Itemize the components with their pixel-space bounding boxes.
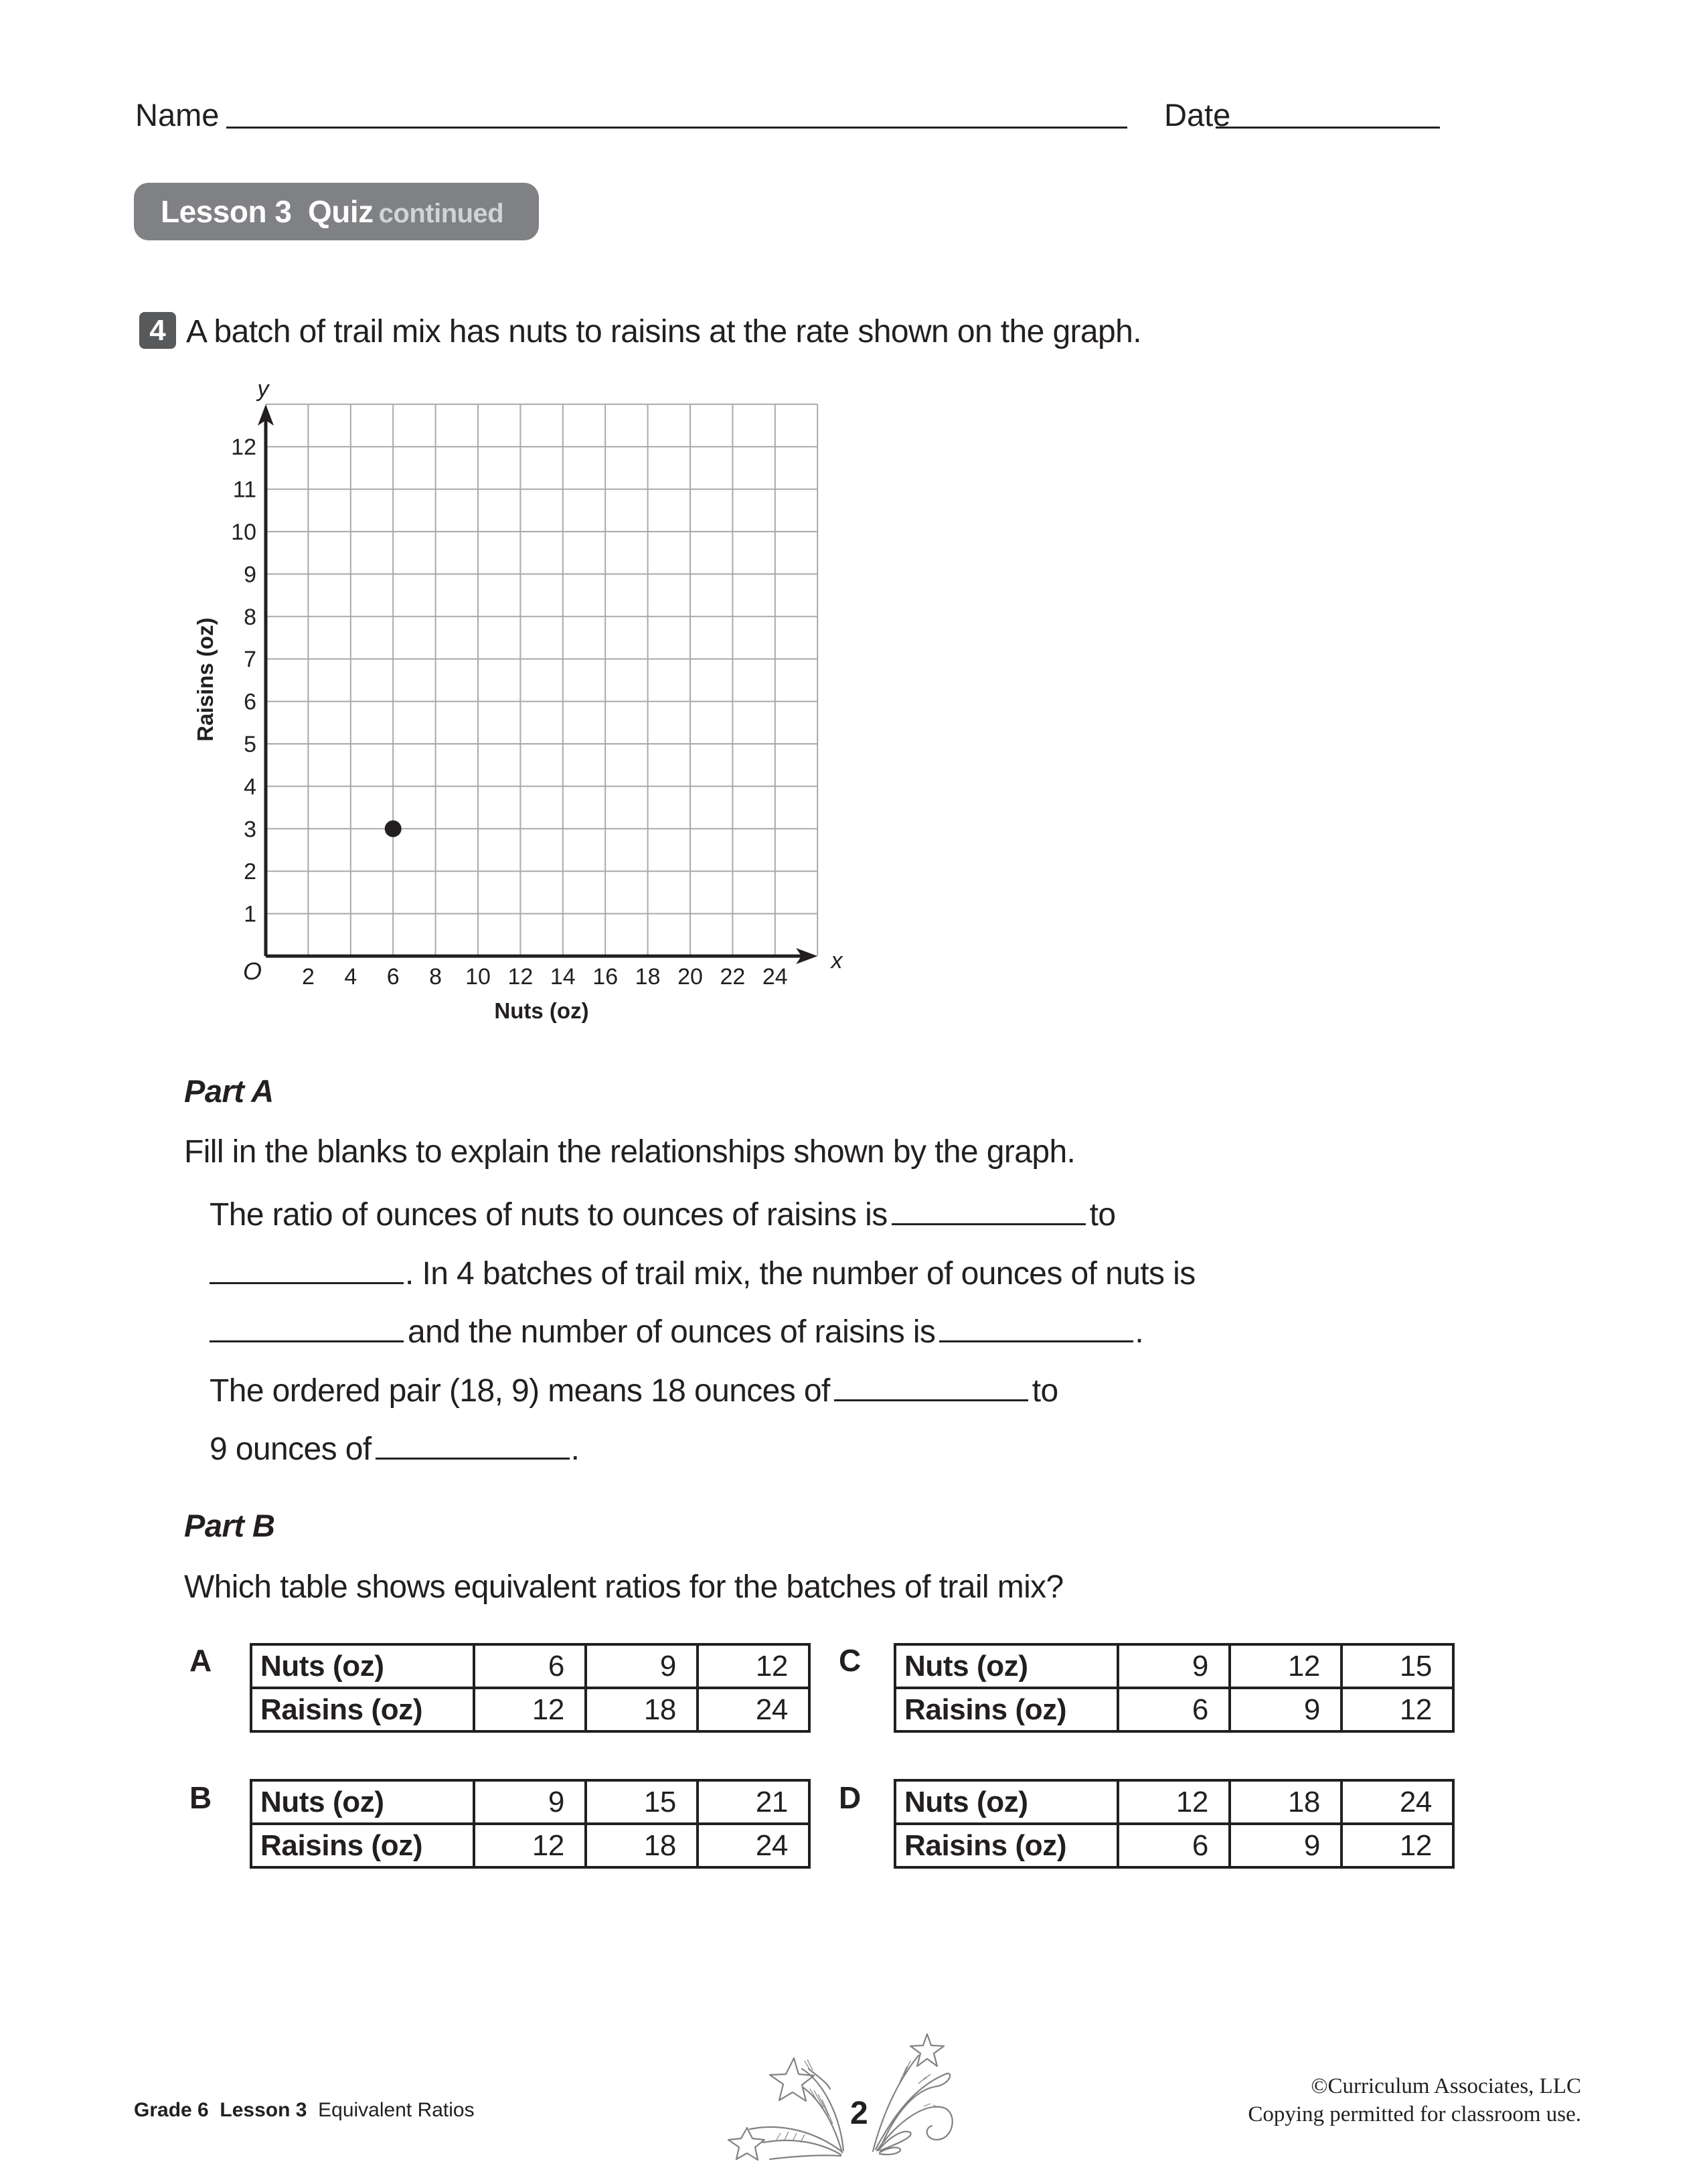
table-row xyxy=(895,1780,1453,1824)
y-tick-label: 12 xyxy=(231,435,256,461)
star-icon xyxy=(910,2034,944,2066)
blank-nuts-4-batches[interactable] xyxy=(210,1314,404,1342)
y-tick-label: 1 xyxy=(244,901,256,927)
cell: 9 xyxy=(1230,1824,1342,1867)
option-c-label[interactable]: C xyxy=(839,1643,862,1678)
y-tick-label: 9 xyxy=(244,562,256,588)
table-row xyxy=(251,1780,809,1824)
row-header: Nuts (oz) xyxy=(251,1644,474,1688)
row-header: Nuts (oz) xyxy=(251,1780,474,1824)
part-a-line-1 xyxy=(210,1196,1115,1231)
cell: 21 xyxy=(698,1780,809,1824)
part-a-line-1-to: to xyxy=(1089,1197,1116,1233)
option-c-table[interactable] xyxy=(894,1643,1455,1733)
x-tick-label: 18 xyxy=(635,964,661,990)
x-tick-label: 2 xyxy=(301,964,315,990)
cell: 12 xyxy=(1342,1688,1453,1731)
data-points xyxy=(385,820,402,837)
grid-lines xyxy=(266,404,817,956)
row-header: Raisins (oz) xyxy=(895,1824,1118,1867)
x-tick-label: 14 xyxy=(550,964,576,990)
axes xyxy=(258,404,817,964)
y-tick-label: 3 xyxy=(244,816,256,842)
part-b-heading: Part B xyxy=(184,1508,275,1543)
part-a-heading: Part A xyxy=(184,1073,274,1109)
y-axis-letter: y xyxy=(257,376,269,402)
x-tick-label: 24 xyxy=(762,964,788,990)
cell: 12 xyxy=(474,1824,586,1867)
cell: 18 xyxy=(586,1824,698,1867)
date-label: Date xyxy=(1164,97,1231,133)
blank-9-ounces-of[interactable] xyxy=(376,1431,570,1460)
star-icon xyxy=(770,2058,814,2101)
lesson-banner-suffix: continued xyxy=(378,199,504,228)
part-a-line-1-text: The ratio of ounces of nuts to ounces of raisins is xyxy=(210,1197,888,1233)
y-tick-label: 4 xyxy=(244,774,256,800)
cell: 24 xyxy=(698,1688,809,1731)
footer-grade: Grade 6 xyxy=(134,2099,209,2121)
copyright-line-1: ©Curriculum Associates, LLC xyxy=(1311,2074,1581,2098)
x-tick-label: 16 xyxy=(592,964,619,990)
part-a-line-2-text: . In 4 batches of trail mix, the number of ounces of nuts is xyxy=(405,1256,1196,1292)
cell: 12 xyxy=(698,1644,809,1688)
option-a-label[interactable]: A xyxy=(189,1643,212,1678)
part-b-question: Which table shows equivalent ratios for the batches of trail mix? xyxy=(184,1569,1064,1605)
origin-label: O xyxy=(242,957,262,985)
table-row xyxy=(895,1644,1453,1688)
x-tick-label: 22 xyxy=(720,964,746,990)
x-tick-label: 12 xyxy=(507,964,534,990)
footer-topic: Equivalent Ratios xyxy=(318,2099,475,2121)
cell: 12 xyxy=(1118,1780,1230,1824)
x-tick-label: 10 xyxy=(465,964,491,990)
y-tick-label: 11 xyxy=(232,477,256,503)
x-tick-label: 6 xyxy=(386,964,400,990)
part-a-line-3-end: . xyxy=(1135,1314,1144,1350)
option-b-table[interactable] xyxy=(250,1779,811,1869)
footer-lesson: Lesson 3 xyxy=(220,2099,307,2121)
cell: 9 xyxy=(474,1780,586,1824)
question-text: A batch of trail mix has nuts to raisins at the rate shown on the graph. xyxy=(186,314,1141,349)
cell: 24 xyxy=(698,1824,809,1867)
coordinate-graph xyxy=(0,0,1707,1071)
page-number: 2 xyxy=(850,2096,868,2131)
option-d-table[interactable] xyxy=(894,1779,1455,1869)
table-row xyxy=(895,1824,1453,1867)
table-row xyxy=(895,1688,1453,1731)
copyright-line-2: Copying permitted for classroom use. xyxy=(1248,2102,1581,2126)
y-tick-label: 6 xyxy=(244,689,256,715)
cell: 6 xyxy=(1118,1688,1230,1731)
part-a-line-2 xyxy=(210,1255,1196,1290)
part-a-line-5-end: . xyxy=(570,1431,580,1467)
y-tick-label: 2 xyxy=(244,859,256,885)
x-axis-title: Nuts (oz) xyxy=(494,998,589,1023)
cell: 6 xyxy=(474,1644,586,1688)
cell: 18 xyxy=(586,1688,698,1731)
cell: 6 xyxy=(1118,1824,1230,1867)
x-axis-letter: x xyxy=(831,948,843,973)
part-a-line-5 xyxy=(210,1431,579,1466)
copyright-notice xyxy=(1248,2072,1581,2128)
cell: 12 xyxy=(1342,1824,1453,1867)
x-tick-label: 8 xyxy=(429,964,442,990)
y-tick-label: 5 xyxy=(244,732,256,757)
shooting-stars-ornament xyxy=(710,2022,977,2184)
cell: 24 xyxy=(1342,1780,1453,1824)
x-tick-label: 4 xyxy=(344,964,357,990)
tick-labels xyxy=(231,435,788,990)
cell: 15 xyxy=(1342,1644,1453,1688)
row-header: Raisins (oz) xyxy=(251,1824,474,1867)
option-a-table[interactable] xyxy=(250,1643,811,1733)
cell: 18 xyxy=(1230,1780,1342,1824)
star-icon xyxy=(728,2128,764,2160)
cell: 15 xyxy=(586,1780,698,1824)
data-point xyxy=(385,820,402,837)
blank-raisins-4-batches[interactable] xyxy=(939,1314,1133,1342)
y-axis-title: Raisins (oz) xyxy=(193,617,218,742)
part-a-line-4-to: to xyxy=(1032,1373,1058,1409)
part-a-instruction: Fill in the blanks to explain the relationships shown by the graph. xyxy=(184,1134,1076,1170)
table-row xyxy=(251,1824,809,1867)
cell: 9 xyxy=(586,1644,698,1688)
cell: 12 xyxy=(1230,1644,1342,1688)
y-tick-label: 10 xyxy=(231,520,256,545)
table-row xyxy=(251,1644,809,1688)
question-number-badge: 4 xyxy=(139,312,176,349)
cell: 9 xyxy=(1230,1688,1342,1731)
row-header: Raisins (oz) xyxy=(251,1688,474,1731)
row-header: Raisins (oz) xyxy=(895,1688,1118,1731)
y-tick-label: 7 xyxy=(244,647,256,673)
blank-ratio-raisins[interactable] xyxy=(210,1255,404,1284)
name-label: Name xyxy=(135,97,220,133)
cell: 12 xyxy=(474,1688,586,1731)
part-a-line-5-text: 9 ounces of xyxy=(210,1431,372,1467)
blank-18-ounces-of[interactable] xyxy=(834,1373,1028,1401)
part-a-line-3-text: and the number of ounces of raisins is xyxy=(408,1314,936,1350)
lesson-banner-title: Lesson 3 Quiz xyxy=(161,194,374,229)
table-row xyxy=(251,1688,809,1731)
part-a-line-4-text: The ordered pair (18, 9) means 18 ounces of xyxy=(210,1373,830,1409)
option-d-label[interactable]: D xyxy=(839,1780,862,1815)
blank-ratio-nuts[interactable] xyxy=(892,1196,1086,1225)
part-a-line-4 xyxy=(210,1373,1058,1407)
cell: 9 xyxy=(1118,1644,1230,1688)
x-tick-label: 20 xyxy=(677,964,703,990)
row-header: Nuts (oz) xyxy=(895,1644,1118,1688)
y-tick-label: 8 xyxy=(244,604,256,630)
option-b-label[interactable]: B xyxy=(189,1780,212,1815)
footer-course-info xyxy=(134,2100,475,2120)
row-header: Nuts (oz) xyxy=(895,1780,1118,1824)
part-a-line-3 xyxy=(210,1314,1143,1348)
